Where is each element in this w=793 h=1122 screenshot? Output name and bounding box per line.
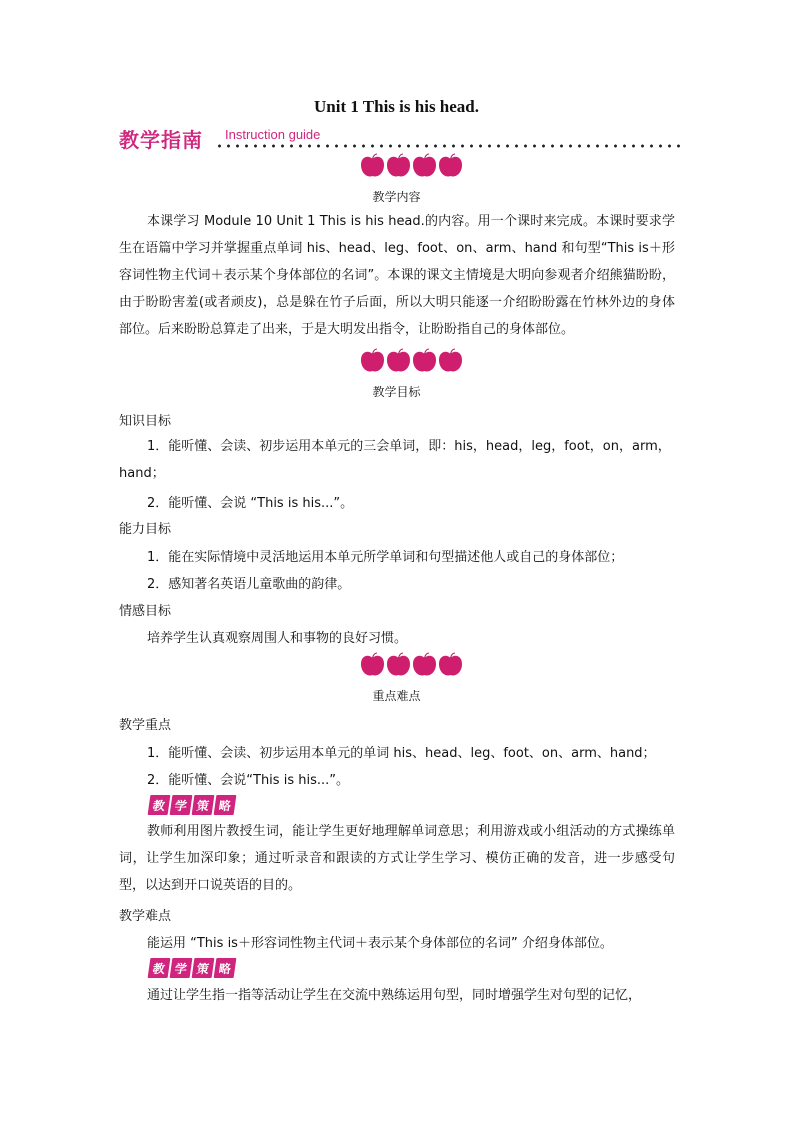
content-paragraph: 本课学习 Module 10 Unit 1 This is his head.的内容。用一个课时来完成。本课时要求学生在语篇中学习并掌握重点单词 his、head、leg、foot、on、arm、hand 和句型“This is＋形容词性物主代词＋表示某个身体部位的名词”。本课的课文主情境是大明向参观者介绍熊猫盼盼，由于盼盼害羞(或者顽皮)，总是躲在竹子后面，所以大明只能逐一介绍盼盼露在竹林外边的身体部位。后来盼盼总算走了出来，于是大明发出指令，让盼盼指自己的身体部位。 [119, 214, 675, 337]
apple-icon [412, 348, 437, 374]
knowledge-goals-label: 知识目标 [119, 414, 172, 429]
instruction-guide-banner [119, 124, 681, 154]
apple-icon [412, 652, 437, 678]
emotion-goal-1: 培养学生认真观察周围人和事物的良好习惯。 [147, 631, 408, 646]
guide-title-en: Instruction guide [225, 127, 321, 142]
knowledge-goal-2: 2．能听懂、会说 “This is his...”。 [147, 496, 354, 511]
strategy-badge-char: 教 [148, 795, 171, 815]
section-heading-goals: 教学目标 [372, 385, 421, 399]
strategy-badge-char: 略 [214, 795, 237, 815]
emotion-goals-label: 情感目标 [119, 604, 172, 619]
strategy-badge [149, 795, 235, 815]
apple-icon [360, 652, 385, 678]
section-marker-apples [360, 153, 464, 179]
section-heading-key-points: 重点难点 [372, 689, 421, 703]
strategy-badge [149, 958, 235, 978]
apple-icon [438, 348, 463, 374]
ability-goals-label: 能力目标 [119, 522, 172, 537]
strategy-paragraph-2: 通过让学生指一指等活动让学生在交流中熟练运用句型，同时增强学生对句型的记忆， [147, 988, 642, 1003]
apple-icon [438, 153, 463, 179]
ability-goal-2: 2．感知著名英语儿童歌曲的韵律。 [147, 577, 351, 592]
strategy-badge-char: 学 [170, 795, 193, 815]
focus-label: 教学重点 [119, 718, 172, 733]
page-title: Unit 1 This is his head. [313, 97, 480, 116]
knowledge-goal-1-line1: 1．能听懂、会读、初步运用本单元的三会单词，即：his，head，leg，foot，on，arm， [147, 439, 671, 454]
apple-icon [360, 348, 385, 374]
strategy-badge-char: 策 [192, 958, 215, 978]
apple-icon [386, 348, 411, 374]
knowledge-goal-1 [119, 433, 675, 487]
apple-icon [386, 652, 411, 678]
strategy-badge-char: 略 [214, 958, 237, 978]
strategy-paragraph-1: 教师利用图片教授生词，能让学生更好地理解单词意思；利用游戏或小组活动的方式操练单词，让学生加深印象；通过听录音和跟读的方式让学生学习、模仿正确的发音，进一步感受句型，以达到开口说英语的目的。 [119, 824, 675, 893]
guide-title-cn: 教学指南 [119, 128, 203, 152]
section-heading-content: 教学内容 [372, 190, 421, 204]
difficulty-label: 教学难点 [119, 909, 172, 924]
apple-icon [360, 153, 385, 179]
apple-icon [386, 153, 411, 179]
difficulty-item-1: 能运用 “This is＋形容词性物主代词＋表示某个身体部位的名词” 介绍身体部位。 [147, 936, 613, 951]
focus-item-1: 1．能听懂、会读、初步运用本单元的单词 his、head、leg、foot、on、arm、hand； [147, 746, 656, 761]
knowledge-goal-1-line2: hand； [119, 466, 165, 481]
apple-icon [438, 652, 463, 678]
strategy-badge-char: 策 [192, 795, 215, 815]
section-marker-apples [360, 652, 464, 678]
dotted-leader [215, 144, 681, 148]
focus-item-2: 2．能听懂、会说“This is his...”。 [147, 773, 349, 788]
section-marker-apples [360, 348, 464, 374]
strategy-badge-char: 教 [148, 958, 171, 978]
apple-icon [412, 153, 437, 179]
strategy-badge-char: 学 [170, 958, 193, 978]
ability-goal-1: 1．能在实际情境中灵活地运用本单元所学单词和句型描述他人或自己的身体部位； [147, 550, 624, 565]
